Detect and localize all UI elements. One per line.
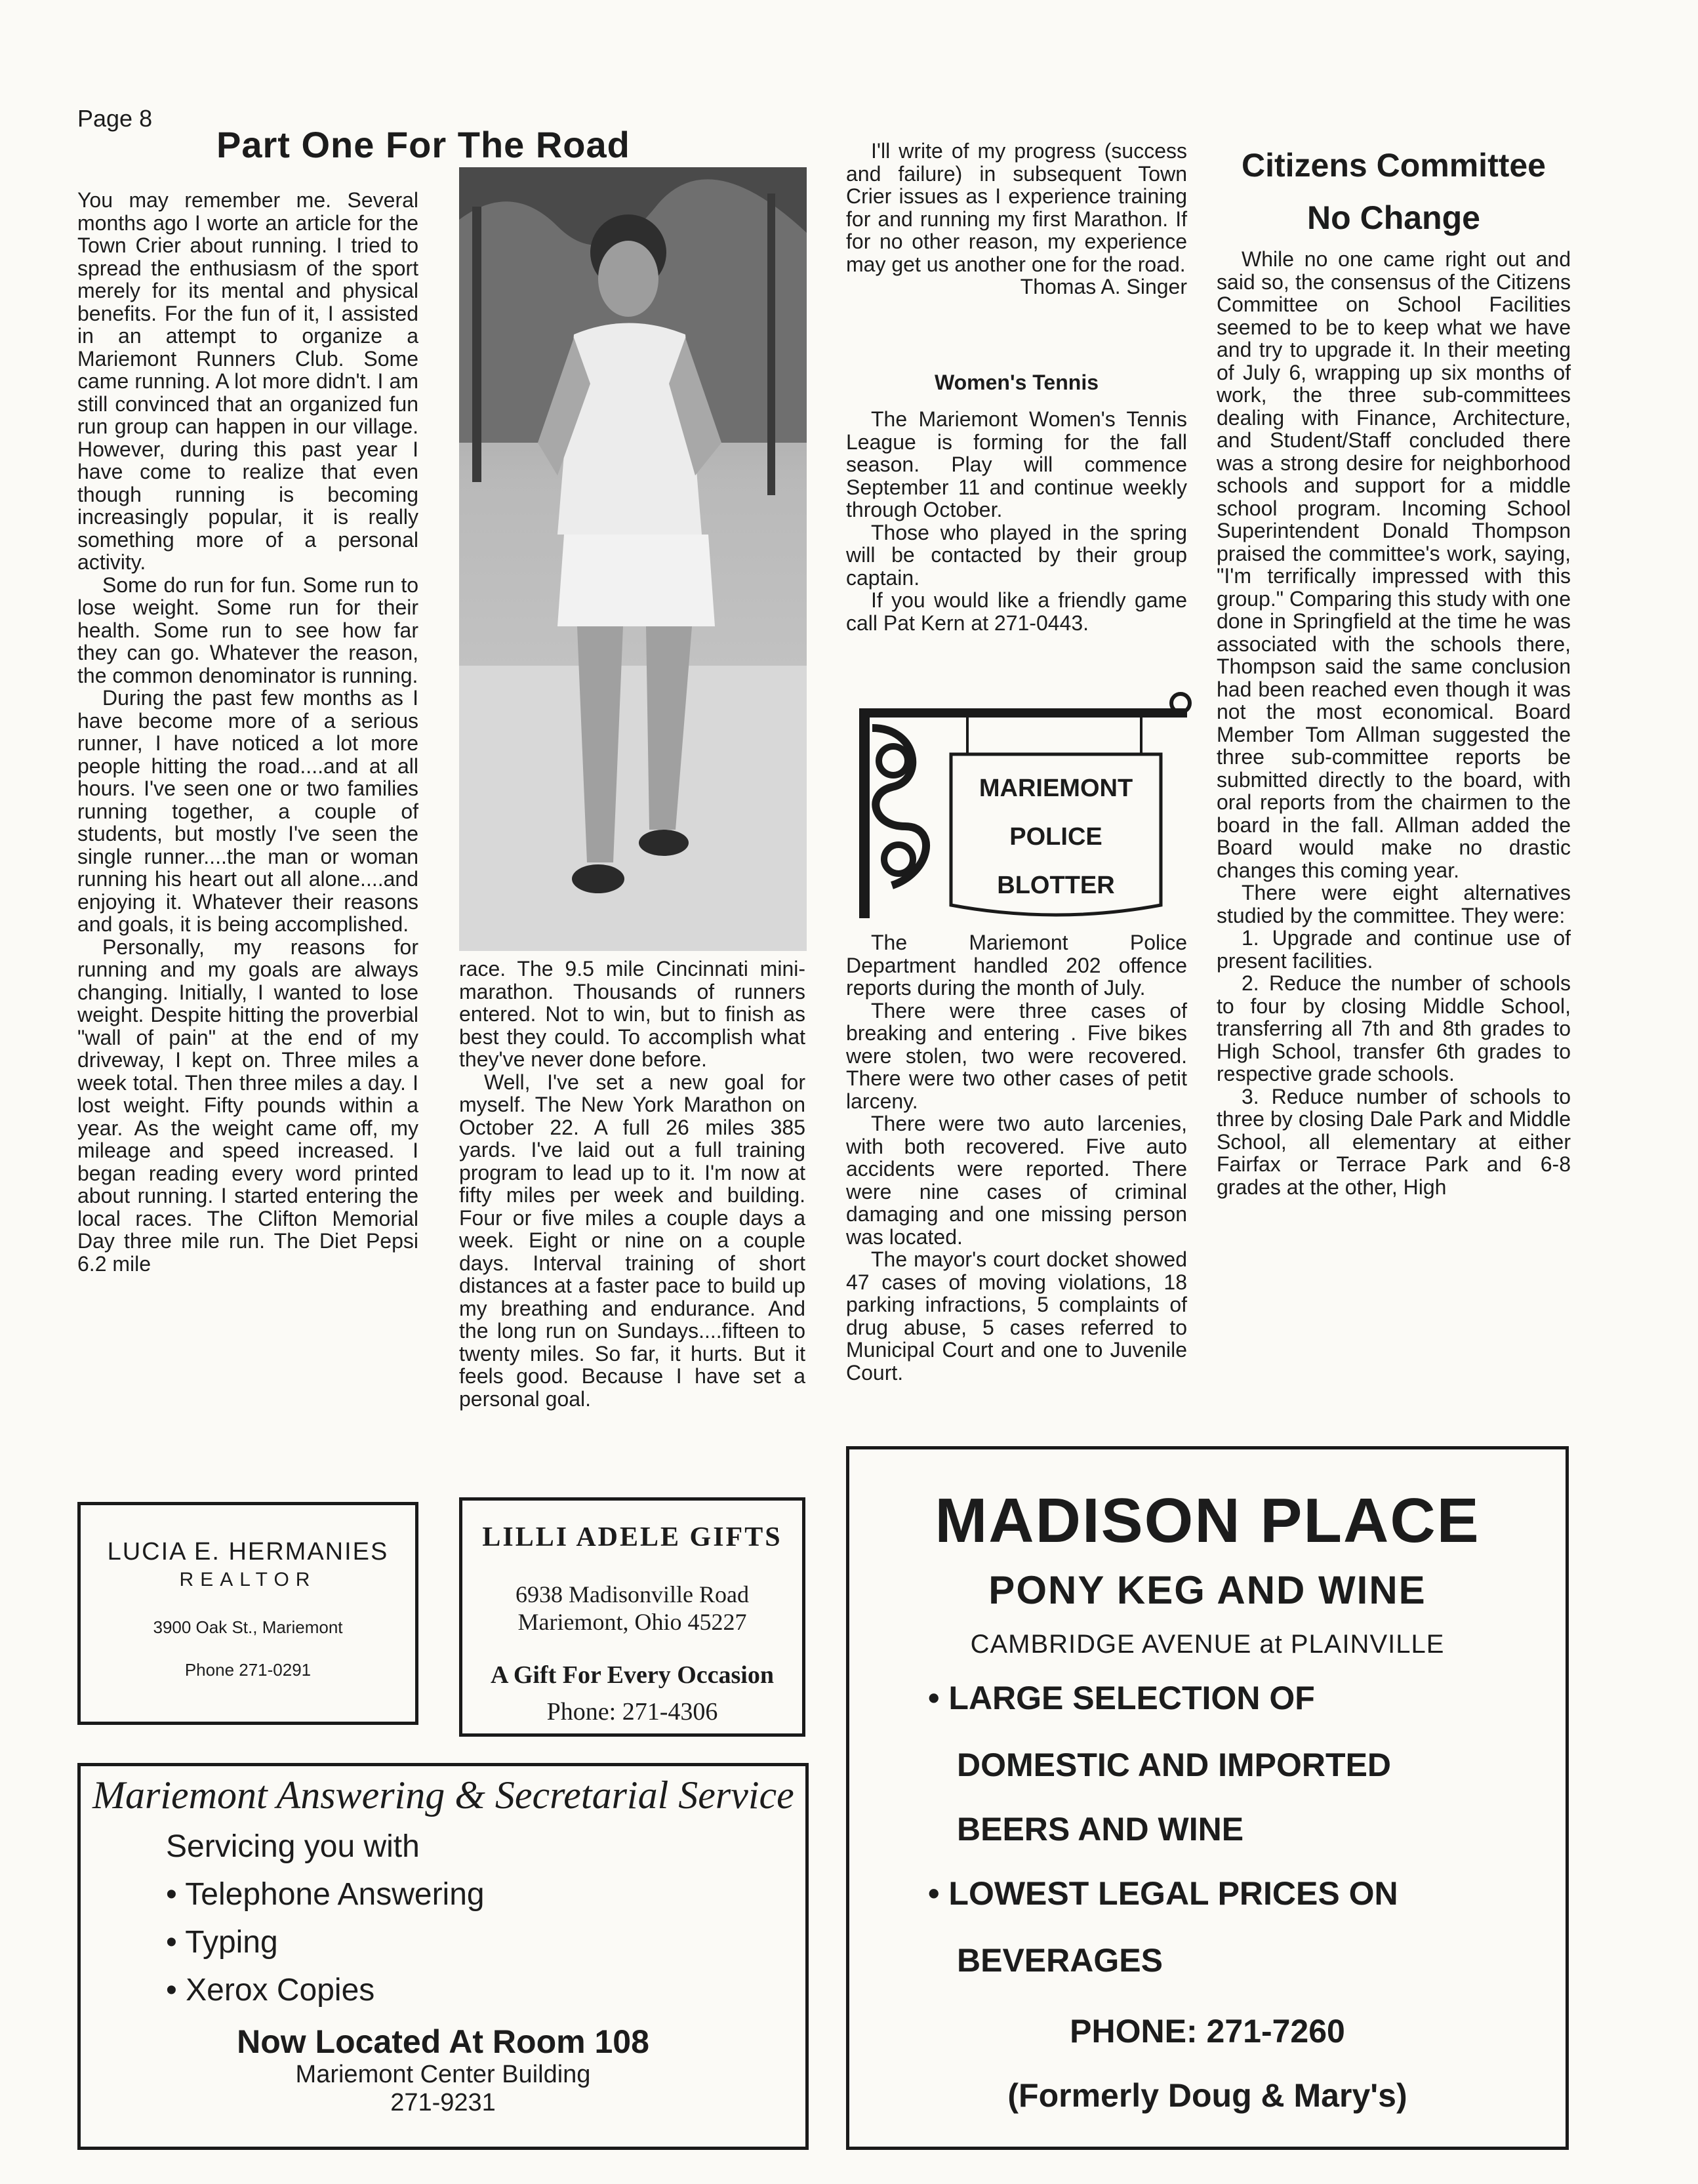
paragraph: race. The 9.5 mile Cincinnati mini-marathon. Thousands of runners entered. Not to win, but to finish as best they could. To accomplish what they've never done before. [459,957,805,1071]
runner-illustration [459,167,807,951]
tennis-article [846,408,1187,634]
ad-building: Mariemont Center Building [295,2061,591,2088]
ad-phone: Phone: 271-4306 [546,1698,718,1726]
sign-line: MARIEMONT [979,775,1133,802]
paragraph: There were three cases of breaking and entering . Five bikes were stolen, two were recovered. There were two other cases of petit larceny. [846,998,1187,1113]
ad-tagline: A Gift For Every Occasion [490,1661,774,1689]
headline-line: No Change [1307,199,1480,236]
ad-name: MADISON PLACE [935,1486,1480,1556]
runner-photo [459,167,807,951]
ad-name: LILLI ADELE GIFTS [482,1522,782,1552]
ad-lucia-hermanies [77,1502,418,1725]
ad-feature-line: DOMESTIC AND IMPORTED [957,1747,1392,1783]
ad-address-line1: 6938 Madisonville Road [515,1581,749,1608]
paragraph: The Mariemont Women's Tennis League is forming for the fall season. Play will commence September 11 and continue weekly through October. [846,407,1187,521]
paragraph: 3. Reduce number of schools to three by closing Dale Park and Middle School, all elementary at either Fairfax or Terrace Park and 6-8 grades at the other, High [1217,1084,1571,1199]
ad-lilli-adele [459,1497,805,1737]
ad-address-line2: Mariemont, Ohio 45227 [517,1609,747,1635]
tennis-heading: Women's Tennis [934,371,1099,394]
byline: Thomas A. Singer [1020,275,1187,298]
ad-formerly: (Formerly Doug & Mary's) [1007,2077,1407,2114]
ad-service-item: • Xerox Copies [166,1973,375,2008]
ad-address: 3900 Oak St., Mariemont [153,1617,343,1637]
running-article-col3 [846,140,1187,298]
sign-text [951,764,1161,910]
paragraph: The mayor's court docket showed 47 cases of moving violations, 18 parking infractions, 5 complaints of drug abuse, 5 cases referred to Municipal Court and one to Juvenile Court. [846,1247,1187,1385]
ad-intro: Servicing you with [166,1829,420,1864]
paragraph: During the past few months as I have become more of a serious runner, I have noticed a lot more people hitting the road....and at all hours. I've seen one or two families running together, a couple of students, but mostly I've seen the single runner....the man or woman running his heart out all alone....and enjoying it. Whatever their reasons and goals, it is being accomplished. [77,686,418,936]
paragraph: Some do run for fun. Some run to lose weight. Some run for their health. Some run to see how far they can go. Whatever the reason, the common denominator is running. [77,573,418,687]
ad-feature-line: BEVERAGES [957,1942,1163,1979]
ad-service-item: • Typing [166,1925,278,1960]
ad-answering-service [77,1763,809,2150]
running-article-col1 [77,189,418,1275]
ad-location: Now Located At Room 108 [237,2023,649,2060]
citizens-article [1217,248,1571,1198]
paragraph: The Mariemont Police Department handled 202 offence reports during the month of July. [846,931,1187,1000]
sign-line: BLOTTER [997,872,1115,899]
ad-phone: PHONE: 271-7260 [1070,2013,1345,2050]
ad-feature-line: BEERS AND WINE [957,1811,1244,1848]
paragraph: 2. Reduce the number of schools to four by closing Middle School, transferring all 7th and 8th grades to High School, transfer 6th grades to respective grade schools. [1217,971,1571,1085]
paragraph: 1. Upgrade and continue use of present facilities. [1217,926,1571,973]
paragraph: While no one came right out and said so, the consensus of the Citizens Committee on School Facilities seemed to be to keep what we have and try to upgrade it. In their meeting of July 6, wrapping up six months of work, the three sub-committees dealing with Finance, Architecture, and Student/Staff concluded there was a strong desire for neighborhood schools and support for a middle school program. Incoming School Superintendent Donald Thompson praised the committee's work, saying, "I'm terrifically impressed with this group." Comparing this study with one done in Springfield at the time he was associated with the schools there, Thompson said the same conclusion had been reached even though it was not the most economical. Board Member Tom Allman suggested the three sub-committee reports be submitted directly to the board, with oral reports from the chairmen to the board in the fall. Allman added the Board would make no drastic changes this coming year. [1217,247,1571,882]
ad-feature-list [928,1682,1566,1977]
ad-subtitle: PONY KEG AND WINE [988,1568,1426,1612]
ad-service-item: • Telephone Answering [166,1877,485,1912]
paragraph: Personally, my reasons for running and my goals are always changing. Initially, I wanted to lose weight. Despite hitting the proverbial "wall of pain" at the end of my driveway, I kept on. Three miles a week total. Then three miles a day. I lost weight. Fifty pounds within a year. As the weight came off, my mileage and speed increased. I began reading every word printed about running. I started entering the local races. The Clifton Memorial Day three mile run. The Diet Pepsi 6.2 mile [77,935,418,1276]
ad-title: Mariemont Answering & Secretarial Service [92,1773,794,1817]
ad-phone: Phone 271-0291 [184,1660,312,1680]
running-article-col2 [459,958,805,1410]
paragraph: Those who played in the spring will be contacted by their group captain. [846,520,1187,590]
police-blotter-sign [853,689,1194,925]
paragraph: Well, I've set a new goal for myself. The New York Marathon on October 22. A full 26 miles 385 yards. I've laid out a full training program to lead up to it. I'm now at fifty miles per week and building. Four or five miles a couple days a week. Eight or nine on a couple days. Interval training of short distances at a faster pace to build up my breathing and endurance. And the long run on Sundays....fifteen to twenty miles. So far, it hurts. But it feels good. Because I have set a personal goal. [459,1070,805,1411]
ad-name: LUCIA E. HERMANIES [107,1538,389,1566]
ad-feature-line: • LARGE SELECTION OF [928,1680,1315,1716]
ad-title: REALTOR [179,1569,317,1590]
paragraph: There were eight alternatives studied by the committee. They were: [1217,881,1571,927]
paragraph: If you would like a friendly game call Pat Kern at 271-0443. [846,588,1187,635]
police-article [846,931,1187,1384]
sign-line: POLICE [1009,823,1102,851]
ad-phone: 271-9231 [390,2089,496,2116]
ad-madison-place [846,1446,1569,2150]
citizens-headline [1217,139,1571,244]
page-number: Page 8 [77,105,153,132]
ad-address: CAMBRIDGE AVENUE at PLAINVILLE [970,1630,1445,1659]
paragraph: You may remember me. Several months ago I worte an article for the Town Crier about running. I tried to spread the enthusiasm of the sport merely for its mental and physical benefits. For the fun of it, I assisted in an attempt to organize a Mariemont Runners Club. Some came running. A lot more didn't. I am still convinced that an organized fun run group can happen in our village. However, during this past year I have come to realize that even though running is becoming increasingly popular, it is really something more of a personal activity. [77,188,418,574]
paragraph: There were two auto larcenies, with both recovered. Five auto accidents were reported. There were nine cases of criminal damaging and one missing person was located. [846,1112,1187,1249]
paragraph: I'll write of my progress (success and failure) in subsequent Town Crier issues as I experience training for and running my first Marathon. If for no other reason, my experience may get us another one for the road. [846,139,1187,276]
ad-feature-line: • LOWEST LEGAL PRICES ON [928,1875,1398,1912]
headline-line: Citizens Committee [1242,147,1546,184]
running-headline: Part One For The Road [216,124,630,165]
